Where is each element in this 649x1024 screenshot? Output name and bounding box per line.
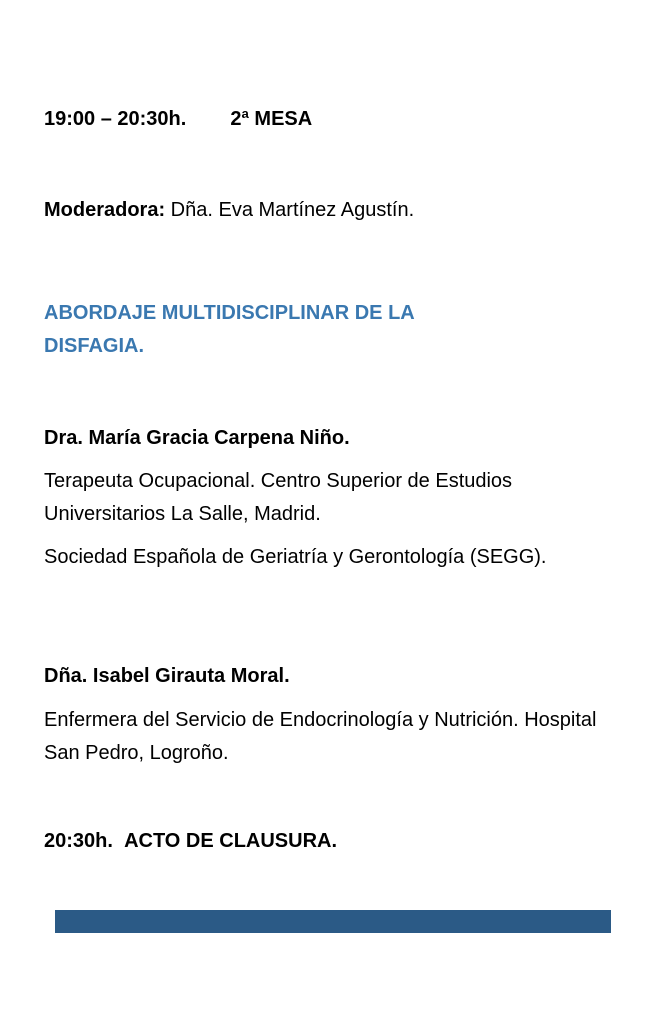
footer-bar	[55, 910, 611, 933]
closing-title: ACTO DE CLAUSURA.	[124, 830, 338, 852]
speaker-2-affiliation-1: Enfermera del Servicio de Endocrinología y Nutrición. Hospital San Pedro, Logroño.	[44, 709, 597, 764]
session-time: 19:00 – 20:30h.	[44, 108, 187, 130]
speaker-1-affiliation-2: Sociedad Española de Geriatría y Gerontología (SEGG).	[44, 546, 547, 568]
moderator-label: Moderadora:	[44, 199, 166, 221]
moderator-line	[44, 198, 414, 222]
session-header	[44, 107, 312, 131]
speaker-2-name: Dña. Isabel Girauta Moral.	[44, 665, 290, 687]
speaker-1-name: Dra. María Gracia Carpena Niño.	[44, 427, 350, 449]
speaker-1-affiliation-1: Terapeuta Ocupacional. Centro Superior de Estudios Universitarios La Salle, Madrid.	[44, 470, 513, 525]
topic-title-line-2: DISFAGIA.	[44, 335, 145, 357]
closing-time: 20:30h.	[44, 830, 113, 852]
moderator-name: Dña. Eva Martínez Agustín.	[165, 199, 415, 221]
closing-line	[44, 829, 337, 853]
session-title: 2ª MESA	[230, 108, 313, 130]
topic-title-line-1: ABORDAJE MULTIDISCIPLINAR DE LA	[44, 302, 415, 324]
